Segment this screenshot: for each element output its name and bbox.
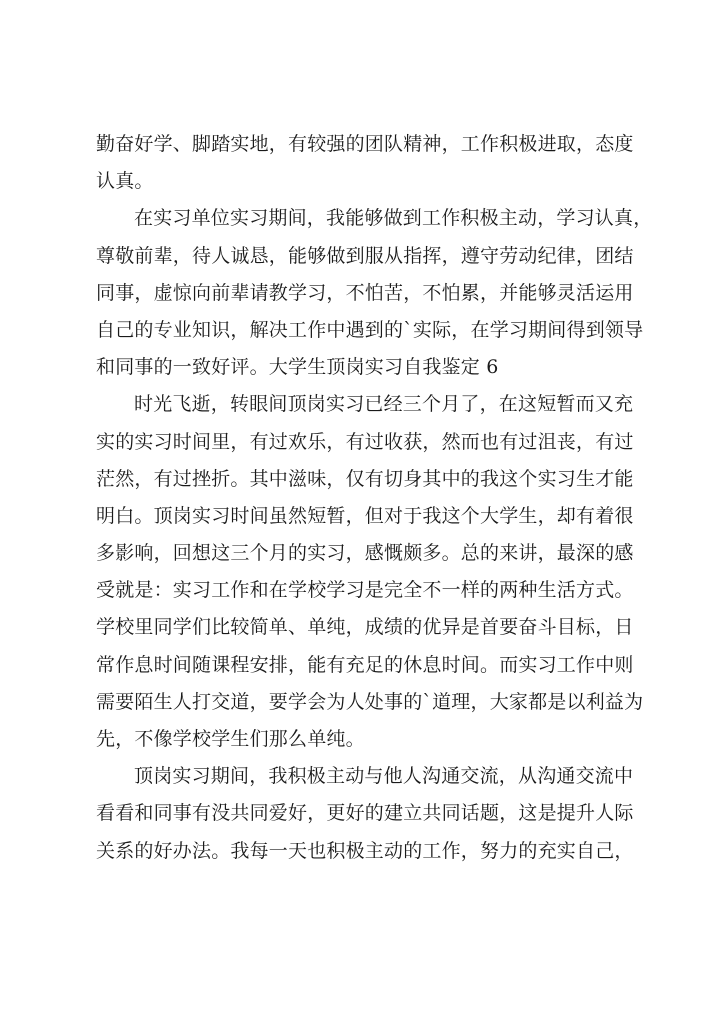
text-line: 自己的专业知识，解决工作中遇到的`实际，在学习期间得到领导 [96, 318, 644, 341]
text-line: 关系的好办法。我每一天也积极主动的工作，努力的充实自己， [96, 839, 634, 862]
text-line: 尊敬前辈，待人诚恳，能够做到服从指挥，遵守劳动纪律，团结 [96, 244, 634, 267]
text-line: 看看和同事有没共同爱好，更好的建立共同话题，这是提升人际 [96, 802, 634, 825]
text-line: 勤奋好学、脚踏实地，有较强的团队精神，工作积极进取，态度 [96, 133, 634, 155]
text-line: 多影响，回想这三个月的实习，感慨颇多。总的来讲，最深的感 [96, 542, 634, 565]
text-line: 常作息时间随课程安排，能有充足的休息时间。而实习工作中则 [96, 653, 634, 676]
text-line: 茫然，有过挫折。其中滋味，仅有切身其中的我这个实习生才能 [96, 467, 634, 490]
text-line: 实的实习时间里，有过欢乐，有过收获，然而也有过沮丧，有过 [96, 430, 634, 453]
text-line: 认真。 [96, 170, 154, 193]
text-line: 在实习单位实习期间，我能够做到工作积极主动，学习认真， [134, 207, 653, 230]
text-line: 学校里同学们比较简单、单纯，成绩的优异是首要奋斗目标，日 [96, 616, 634, 639]
text-line: 受就是：实习工作和在学校学习是完全不一样的两种生活方式。 [96, 579, 634, 602]
text-line: 时光飞逝，转眼间顶岗实习已经三个月了，在这短暂而又充 [134, 393, 634, 416]
document-body [96, 126, 656, 870]
text-line: 同事，虚惊向前辈请教学习，不怕苦，不怕累，并能够灵活运用 [96, 281, 634, 304]
text-line: 和同事的一致好评。大学生顶岗实习自我鉴定 6 [96, 356, 499, 379]
text-line: 明白。顶岗实习时间虽然短暂，但对于我这个大学生，却有着很 [96, 504, 634, 527]
text-line: 顶岗实习期间，我积极主动与他人沟通交流，从沟通交流中 [134, 765, 634, 788]
text-line: 先，不像学校学生们那么单纯。 [96, 728, 365, 750]
text-line: 需要陌生人打交道，要学会为人处事的`道理，大家都是以利益为 [96, 690, 644, 713]
